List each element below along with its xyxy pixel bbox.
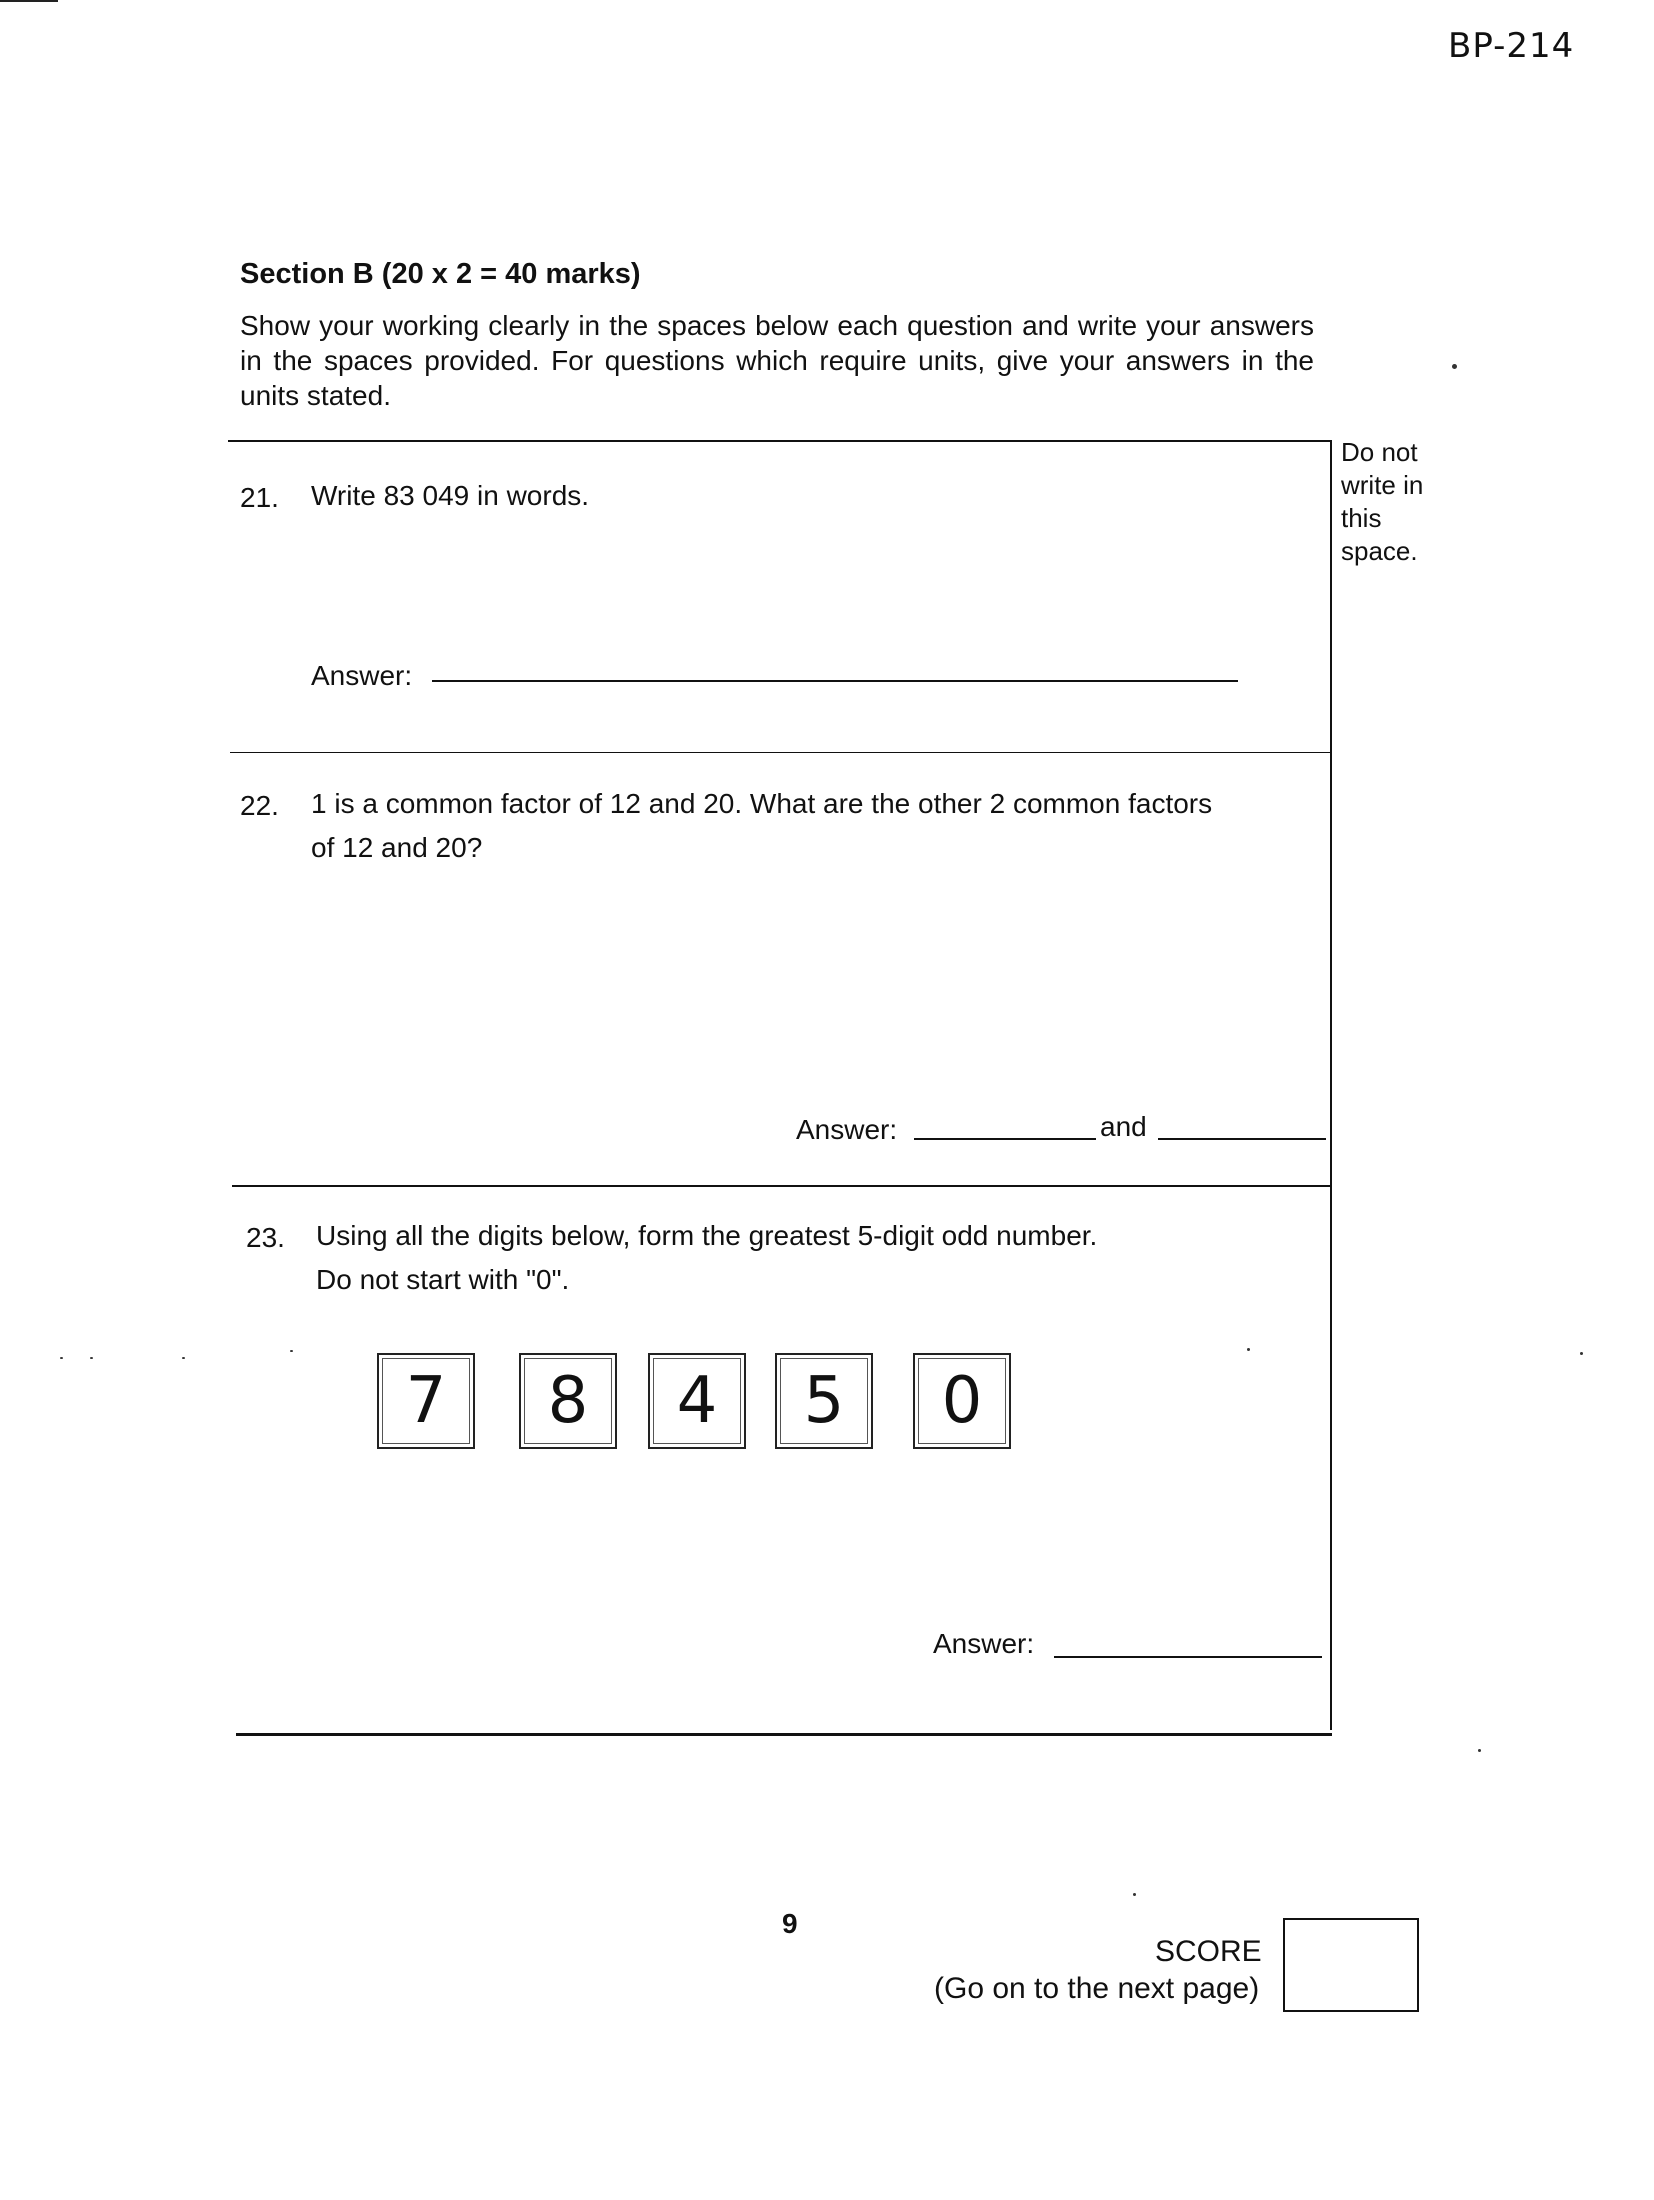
frame-top-line bbox=[228, 440, 1332, 442]
answer-joiner: and bbox=[1100, 1111, 1147, 1142]
answer-line[interactable] bbox=[1054, 1656, 1322, 1658]
scan-speck bbox=[1133, 1893, 1136, 1896]
answer-line-second[interactable] bbox=[1158, 1138, 1326, 1140]
question-text: Write 83 049 in words. bbox=[311, 480, 590, 511]
scan-speck bbox=[182, 1357, 185, 1359]
margin-note: Do not write in this space. bbox=[1341, 437, 1424, 566]
score-label: SCORE bbox=[1155, 1935, 1262, 1968]
question-text-line: of 12 and 20? bbox=[311, 832, 483, 863]
document-code: BP-214 bbox=[1448, 26, 1575, 66]
divider-q21-q22 bbox=[230, 752, 1332, 753]
continue-note: (Go on to the next page) bbox=[934, 1972, 1260, 2005]
section-title: Section B (20 x 2 = 40 marks) bbox=[240, 258, 641, 290]
divider-q22-q23 bbox=[232, 1185, 1332, 1187]
answer-label: Answer: bbox=[311, 660, 413, 691]
section-instructions: Show your working clearly in the spaces below each question and write your answers in the spaces provided. For questions which require units, give your answers in the units stated. bbox=[240, 310, 1314, 411]
score-box[interactable] bbox=[1283, 1918, 1419, 2012]
page-number: 9 bbox=[782, 1908, 798, 1939]
scan-speck bbox=[1580, 1352, 1583, 1355]
question-number: 22. bbox=[240, 790, 279, 821]
answer-line[interactable] bbox=[432, 680, 1238, 682]
digit-card: 7 bbox=[377, 1353, 475, 1449]
corner-scan-mark bbox=[0, 0, 58, 2]
frame-right-line bbox=[1330, 440, 1332, 1730]
scan-speck bbox=[1452, 364, 1457, 369]
question-text-line: Do not start with "0". bbox=[316, 1264, 570, 1295]
scan-speck bbox=[60, 1357, 63, 1359]
answer-label: Answer: bbox=[796, 1114, 898, 1145]
answer-line-first[interactable] bbox=[914, 1138, 1096, 1140]
digit-card: 4 bbox=[648, 1353, 746, 1449]
answer-label: Answer: bbox=[933, 1628, 1035, 1659]
digit-card: 5 bbox=[775, 1353, 873, 1449]
question-text-line: 1 is a common factor of 12 and 20. What are the other 2 common factors bbox=[311, 788, 1213, 819]
scan-speck bbox=[290, 1350, 293, 1352]
question-text-line: Using all the digits below, form the greatest 5-digit odd number. bbox=[316, 1220, 1098, 1251]
scan-speck bbox=[1247, 1348, 1250, 1351]
question-number: 21. bbox=[240, 482, 279, 513]
digit-card: 0 bbox=[913, 1353, 1011, 1449]
digit-card: 8 bbox=[519, 1353, 617, 1449]
scan-speck bbox=[1478, 1749, 1481, 1752]
scan-speck bbox=[90, 1357, 93, 1359]
question-number: 23. bbox=[246, 1222, 285, 1253]
frame-bottom-line bbox=[236, 1733, 1332, 1736]
